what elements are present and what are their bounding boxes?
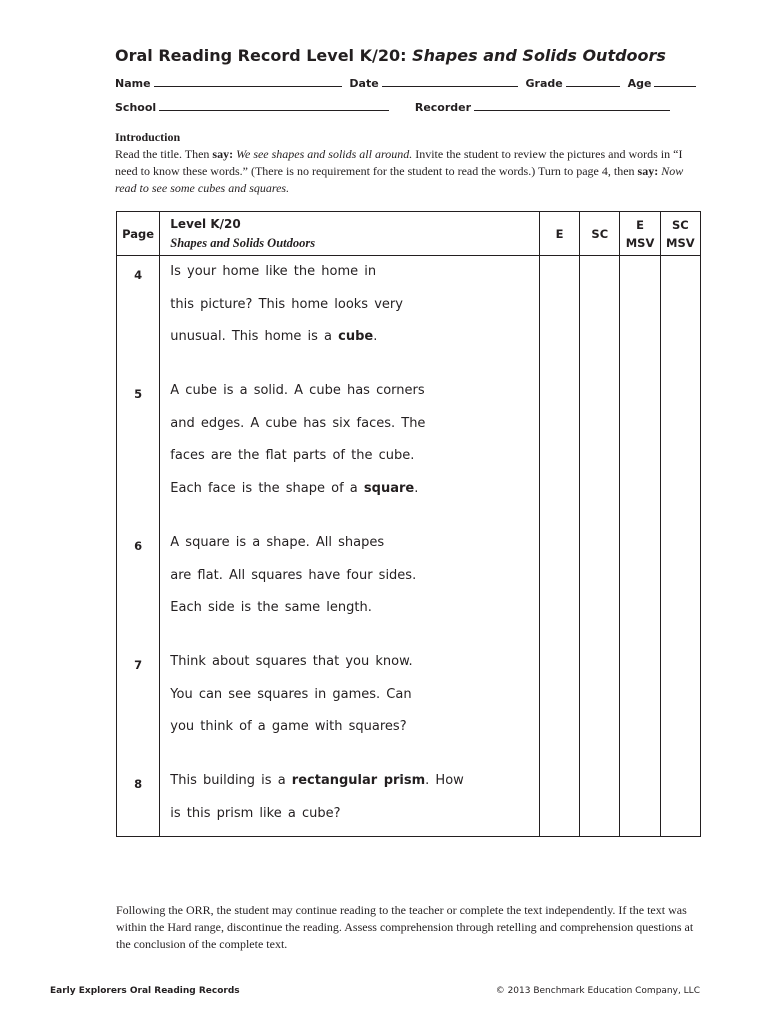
- sc-msv-mark-cell[interactable]: [660, 375, 700, 527]
- text-line-plain: and edges. A cube has six faces. The: [170, 415, 426, 431]
- table-row: [117, 375, 701, 527]
- text-line-plain: Each side is the same length.: [170, 600, 372, 616]
- e-mark-cell[interactable]: [539, 765, 579, 837]
- e-column-header: E: [539, 212, 579, 256]
- sc-msv-column-header: [660, 212, 700, 256]
- recorder-field[interactable]: [474, 100, 670, 111]
- say-label-1: say:: [212, 147, 234, 161]
- table-row: [117, 256, 701, 376]
- introduction-heading: Introduction: [115, 130, 181, 144]
- text-line-plain: are flat. All squares have four sides.: [170, 567, 417, 583]
- oral-reading-record-table: [116, 211, 701, 837]
- page-number-cell: [117, 527, 160, 646]
- intro-quote-1: We see shapes and solids all around.: [233, 147, 413, 161]
- text-line-plain: this picture? This home looks very: [170, 296, 403, 312]
- say-label-2: say:: [637, 164, 659, 178]
- reading-text-cell: [160, 765, 540, 837]
- e-mark-cell[interactable]: [539, 375, 579, 527]
- text-line: [170, 321, 539, 354]
- text-line-plain: A cube is a solid. A cube has corners: [170, 383, 425, 399]
- page-number: 6: [134, 538, 143, 553]
- table-header-row: [117, 212, 701, 256]
- age-field[interactable]: [654, 76, 696, 87]
- text-line: [170, 646, 539, 679]
- e-msv-line2: MSV: [625, 235, 655, 250]
- text-line: [170, 765, 539, 798]
- e-msv-mark-cell[interactable]: [620, 375, 660, 527]
- page-number: 8: [134, 776, 143, 791]
- sc-msv-mark-cell[interactable]: [660, 527, 700, 646]
- page-number-cell: [117, 765, 160, 837]
- school-info-row: [115, 100, 674, 114]
- text-line-plain: unusual. This home is a: [170, 329, 339, 345]
- grade-label: Grade: [525, 77, 563, 90]
- reading-text-cell: [160, 256, 540, 376]
- sc-column-header: SC: [580, 212, 620, 256]
- page-title: [115, 46, 666, 65]
- level-label: Level K/20: [170, 216, 241, 231]
- sc-mark-cell[interactable]: [580, 375, 620, 527]
- text-line-plain: You can see squares in games. Can: [170, 686, 412, 702]
- text-line-end: . How: [425, 772, 464, 788]
- text-line: [170, 473, 539, 506]
- page-number-cell: [117, 375, 160, 527]
- vocabulary-word: cube: [338, 329, 374, 345]
- footer-copyright: © 2013 Benchmark Education Company, LLC: [495, 986, 700, 996]
- school-field[interactable]: [159, 100, 389, 111]
- text-line-plain: Think about squares that you know.: [170, 653, 413, 669]
- sc-msv-line2: MSV: [666, 235, 695, 250]
- sc-msv-line1: SC: [671, 217, 689, 232]
- intro-text-1: Read the title. Then: [115, 147, 213, 161]
- text-line: [170, 440, 539, 473]
- text-line: [170, 711, 539, 744]
- e-mark-cell[interactable]: [539, 527, 579, 646]
- text-line: [170, 289, 539, 322]
- title-prefix: Oral Reading Record Level K/20:: [115, 46, 413, 65]
- e-msv-mark-cell[interactable]: [620, 527, 660, 646]
- recorder-label: Recorder: [414, 101, 472, 114]
- intro-quote-2: Now read to see some cubes and squares.: [115, 164, 684, 195]
- level-column-header: [160, 212, 540, 256]
- e-msv-mark-cell[interactable]: [620, 646, 660, 765]
- sc-mark-cell[interactable]: [580, 765, 620, 837]
- vocabulary-word: square: [363, 481, 415, 497]
- e-msv-column-header: [620, 212, 660, 256]
- page-number-cell: [117, 256, 160, 376]
- table-row: [117, 765, 701, 837]
- text-line-plain: faces are the flat parts of the cube.: [170, 448, 415, 464]
- text-line-end: .: [414, 481, 419, 497]
- student-info-row: [115, 76, 700, 90]
- table-row: [117, 527, 701, 646]
- text-line-plain: Is your home like the home in: [170, 264, 377, 279]
- sc-msv-mark-cell[interactable]: [660, 256, 700, 376]
- text-line-plain: This building is a: [170, 772, 292, 788]
- page-number: 5: [134, 387, 143, 402]
- reading-text-cell: [160, 646, 540, 765]
- name-label: Name: [115, 77, 151, 90]
- e-mark-cell[interactable]: [539, 256, 579, 376]
- date-label: Date: [349, 77, 379, 90]
- sc-mark-cell[interactable]: [580, 646, 620, 765]
- e-msv-mark-cell[interactable]: [620, 765, 660, 837]
- text-line-end: .: [373, 329, 378, 345]
- text-line: [170, 560, 539, 593]
- e-mark-cell[interactable]: [539, 646, 579, 765]
- introduction-text: [115, 146, 705, 197]
- page-number: 7: [134, 657, 143, 672]
- footer-series-title: Early Explorers Oral Reading Records: [50, 986, 240, 996]
- page-column-header: Page: [117, 212, 160, 256]
- vocabulary-word: rectangular prism: [291, 772, 426, 788]
- name-field[interactable]: [154, 76, 342, 87]
- text-line-plain: you think of a game with squares?: [170, 719, 407, 735]
- sc-mark-cell[interactable]: [580, 527, 620, 646]
- reading-text-cell: [160, 527, 540, 646]
- text-line: [170, 375, 539, 408]
- book-title-label: Shapes and Solids Outdoors: [170, 235, 316, 250]
- age-label: Age: [627, 77, 652, 90]
- e-msv-mark-cell[interactable]: [620, 256, 660, 376]
- text-line: [170, 798, 539, 831]
- text-line: [170, 527, 539, 560]
- table-row: [117, 646, 701, 765]
- text-line-plain: is this prism like a cube?: [170, 805, 341, 821]
- text-line: [170, 679, 539, 712]
- book-title: Shapes and Solids Outdoors: [412, 46, 666, 65]
- text-line: [170, 592, 539, 625]
- sc-mark-cell[interactable]: [580, 256, 620, 376]
- text-line-plain: A square is a shape. All shapes: [170, 534, 385, 550]
- date-field[interactable]: [382, 76, 518, 87]
- text-line-plain: Each face is the shape of a: [170, 481, 364, 497]
- text-line: [170, 256, 539, 289]
- closing-instructions: Following the ORR, the student may continue reading to the teacher or complete the text independently. If the text was within the Hard range, discontinue the reading. Assess comprehension through retelling and comprehension questions at the conclusion of the complete text.: [116, 903, 694, 951]
- sc-msv-mark-cell[interactable]: [660, 646, 700, 765]
- school-label: School: [115, 101, 157, 114]
- grade-field[interactable]: [566, 76, 620, 87]
- reading-text-cell: [160, 375, 540, 527]
- e-msv-line1: E: [636, 217, 644, 232]
- page-number-cell: [117, 646, 160, 765]
- text-line: [170, 408, 539, 441]
- intro-text-2: Invite the student to review the pictures and words in “I need to know these words.” (There is no requirement for the student to read the words.) Turn to page 4, then: [115, 147, 683, 178]
- sc-msv-mark-cell[interactable]: [660, 765, 700, 837]
- page-number: 4: [134, 268, 143, 282]
